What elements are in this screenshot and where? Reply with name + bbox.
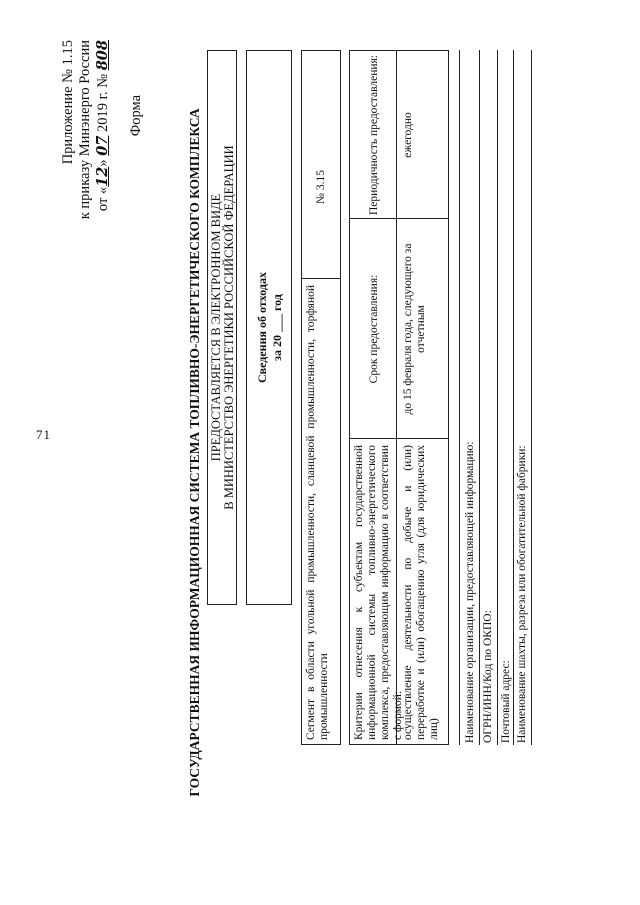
ogrn-label: ОГРН/ИНН/Код по ОКПО: (482, 610, 494, 743)
criteria-header-text: Критерии отнесения к субъектам государственной информационной системы топливно-энергетического комплекса, предоставляющим информацию в соответствии с формой: (353, 445, 404, 740)
org-bottom-line (531, 50, 532, 745)
report-title-line-2: за 20 ___ год (270, 294, 284, 361)
report-title-line-1: Сведения об отходах (255, 271, 269, 384)
appendix-order-number: 808 (94, 40, 111, 71)
segment-box (301, 50, 341, 745)
periodicity-header: Периодичность предоставления: (368, 55, 380, 215)
appendix-line-1: Приложение № 1.15 (60, 40, 76, 165)
criteria-row-text: осуществление деятельности по добыче и (или) переработке и (или) обогащению угля (для юридических лиц) (402, 445, 440, 740)
criteria-table (349, 50, 449, 745)
appendix-month: 07 (94, 135, 111, 156)
postal-address-label: Почтовый адрес: (500, 660, 512, 743)
report-title-box (246, 50, 292, 605)
org-line-2 (497, 50, 498, 745)
submission-box (207, 50, 237, 605)
periodicity-value: ежегодно (402, 112, 414, 158)
submission-line-2: В МИНИСТЕРСТВО ЭНЕРГЕТИКИ РОССИЙСКОЙ ФЕДЕРАЦИИ (222, 145, 236, 510)
segment-form-number: № 3.15 (315, 170, 327, 204)
criteria-col-divider-1 (350, 438, 448, 439)
org-top-line (459, 50, 460, 745)
segment-divider (302, 278, 340, 279)
deadline-header: Срок предоставления: (368, 274, 380, 384)
segment-label: Сегмент в области угольной промышленности, сланцевой промышленности, торфяной промышленности (305, 285, 330, 740)
deadline-value: до 15 февраля года, следующего за отчетным (402, 243, 427, 415)
org-name-label: Наименование организации, предоставляющей информацию: (464, 441, 476, 743)
form-label: Форма (128, 95, 144, 137)
org-line-3 (513, 50, 514, 745)
appendix-date-mid1: » (95, 155, 111, 167)
appendix-line-3 (94, 40, 112, 211)
main-title: ГОСУДАРСТВЕННАЯ ИНФОРМАЦИОННАЯ СИСТЕМА ТОПЛИВНО-ЭНЕРГЕТИЧЕСКОГО КОМПЛЕКСА (187, 108, 202, 797)
submission-line-1: ПРЕДОСТАВЛЯЕТСЯ В ЭЛЕКТРОННОМ ВИДЕ (209, 193, 223, 462)
appendix-date-prefix: от « (95, 186, 111, 212)
page-number: 71 (36, 427, 51, 442)
mine-name-label: Наименование шахты, разреза или обогатительной фабрики: (516, 445, 528, 743)
appendix-day: 12 (94, 166, 111, 187)
criteria-col-divider-2 (350, 218, 448, 219)
org-line-1 (479, 50, 480, 745)
appendix-date-mid2: 2019 г. № (95, 70, 111, 136)
appendix-line-2: к приказу Минэнерго России (77, 40, 93, 220)
